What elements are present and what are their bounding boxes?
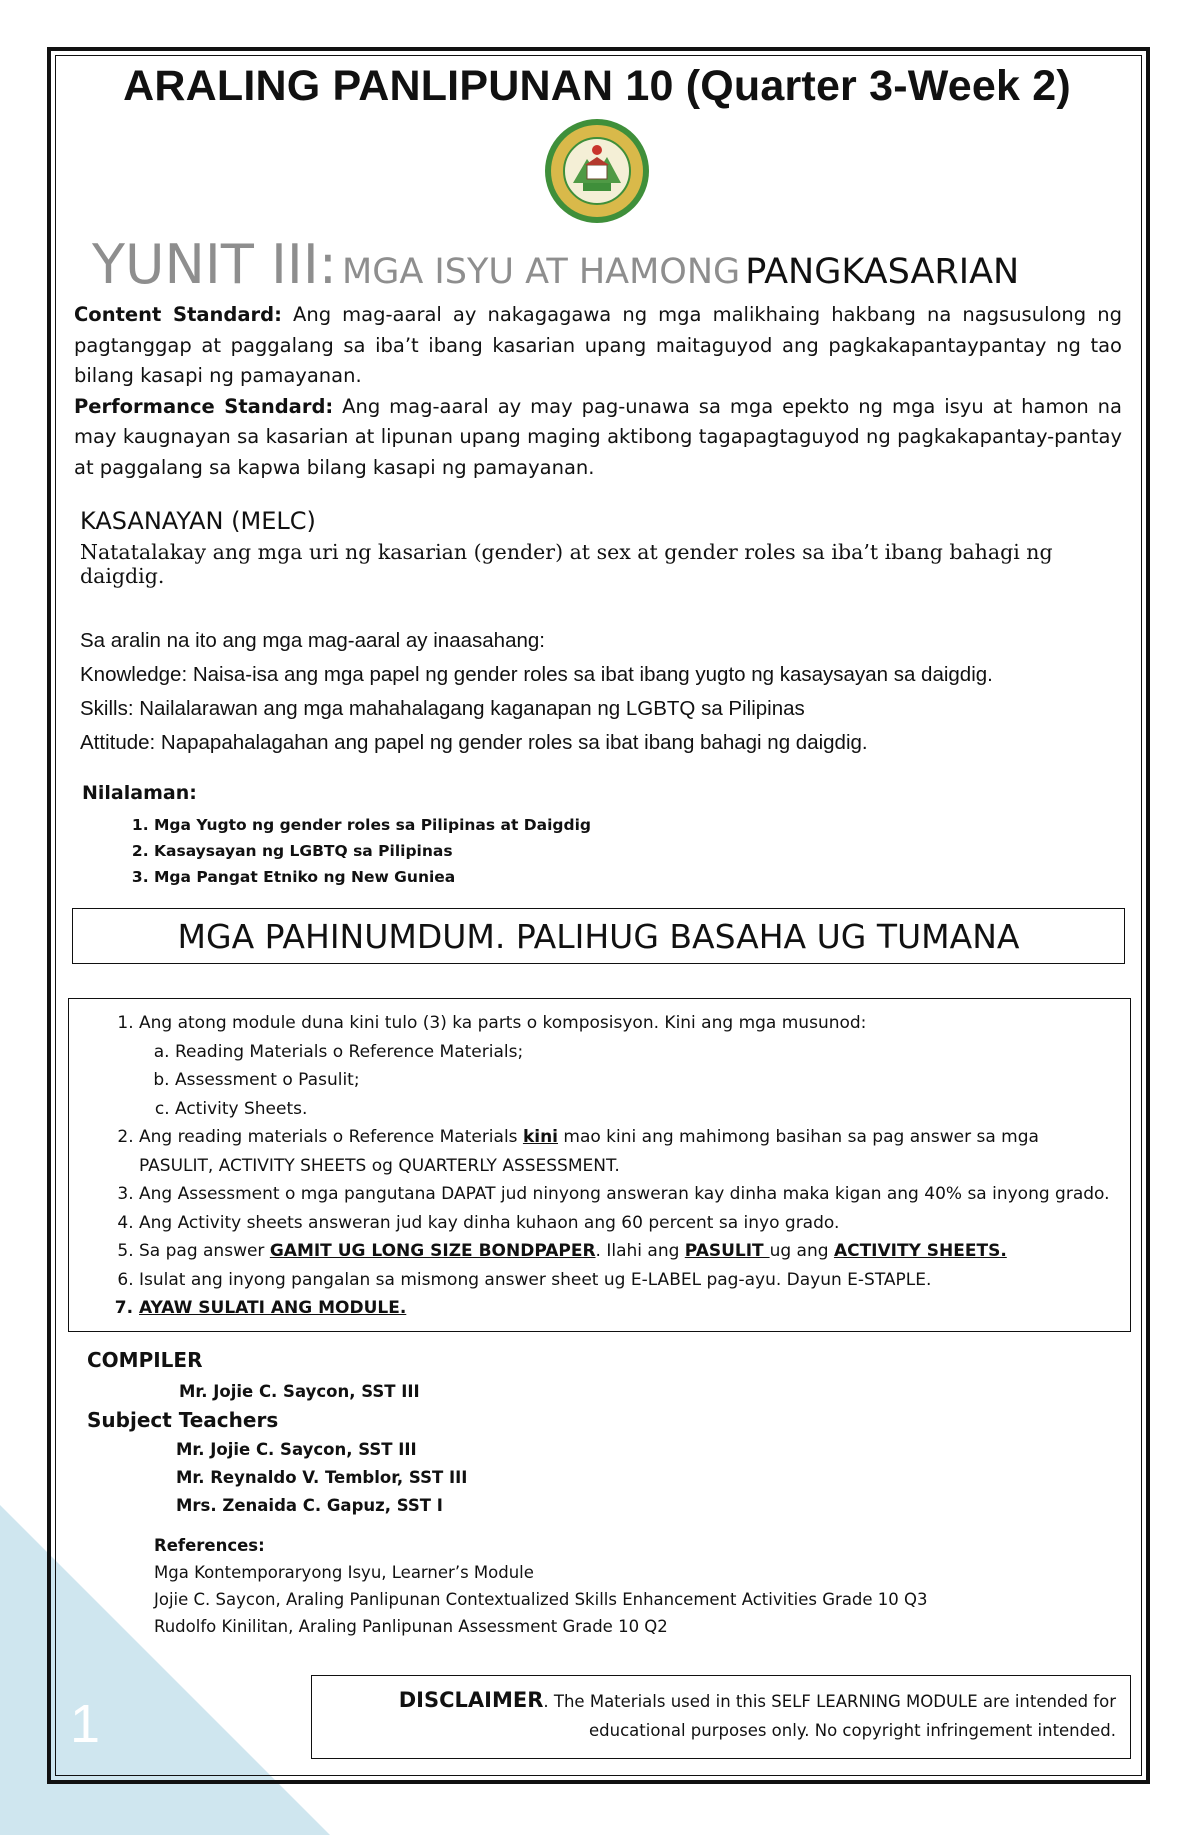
school-seal (72, 117, 1122, 225)
reminders-banner (72, 908, 1125, 964)
reminders-banner-text: MGA PAHINUMDUM. PALIHUG BASAHA UG TUMANA (177, 916, 1020, 956)
objectives (80, 624, 1122, 760)
reminder-text: . Ilahi ang (595, 1241, 685, 1261)
objective-skills: Skills: Nailalarawan ang mga mahahalagang kaganapan ng LGBTQ sa Pilipinas (80, 697, 805, 720)
unit-label: YUNIT III: (92, 233, 337, 296)
objective-knowledge: Knowledge: Naisa-isa ang mga papel ng gender roles sa ibat ibang yugto ng kasaysayan sa daigdig. (80, 663, 993, 686)
list-item (139, 1123, 1110, 1180)
list-item: 3. Ang Assessment o mga pangutana DAPAT jud ninyong answeran kay dinha maka kigan ang 40% sa inyong grado. (139, 1180, 1110, 1209)
list-item (139, 1009, 1110, 1123)
reminder-emphasis: GAMIT UG LONG SIZE BONDPAPER (269, 1241, 596, 1261)
references-heading: References: (154, 1535, 265, 1555)
reminder-emphasis: PASULIT (684, 1241, 770, 1261)
performance-standard-text: Ang mag-aaral ay may pag-unawa sa mga epekto ng mga isyu at hamon na may kaugnayan sa kasarian at lipunan upang maging aktibong tagapagtaguyod ng pagkakapantay-pantay at paggalang sa kapwa bilang kasapi ng pamayanan. (74, 394, 1122, 479)
objective-attitude: Attitude: Napapahalagahan ang papel ng gender roles sa ibat ibang bahagi ng daigdig. (80, 731, 868, 754)
teacher-name: Mrs. Zenaida C. Gapuz, SST I (176, 1495, 443, 1515)
reminder-text: mao kini ang mahimong basihan sa pag answer sa mga PASULIT, ACTIVITY SHEETS og QUARTERLY ASSESSMENT. (139, 1127, 1039, 1176)
page-number: 1 (70, 1694, 101, 1754)
list-item: c. Activity Sheets. (175, 1095, 1110, 1124)
nilalaman-list (72, 812, 1122, 890)
list-item (139, 1237, 1110, 1266)
reminder-text: Sa pag answer (139, 1241, 270, 1261)
reminders-sublist (139, 1038, 1110, 1124)
disclaimer-label: DISCLAIMER (398, 1688, 544, 1712)
nilalaman-heading: Nilalaman: (82, 782, 197, 804)
performance-standard-label: Performance Standard: (74, 394, 334, 418)
list-item: 7. AYAW SULATI ANG MODULE. (139, 1294, 1110, 1323)
list-item: a. Reading Materials o Reference Materials; (175, 1038, 1110, 1067)
reminder-text: ug ang (769, 1241, 834, 1261)
list-item: 2. Kasaysayan ng LGBTQ sa Pilipinas (154, 838, 1122, 864)
teacher-name: Mr. Reynaldo V. Temblor, SST III (176, 1467, 468, 1487)
melc-text: Natatalakay ang mga uri ng kasarian (gender) at sex at gender roles sa iba’t ibang bahagi ng daigdig. (80, 540, 1053, 588)
disclaimer-box (311, 1675, 1131, 1759)
list-item: 6. Isulat ang inyong pangalan sa mismong answer sheet ug E-LABEL pag-ayu. Dayun E-STAPLE. (139, 1266, 1110, 1295)
melc-heading: KASANAYAN (MELC) (80, 507, 316, 535)
unit-title (92, 233, 1122, 296)
disclaimer-text: educational purposes only. No copyright infringement intended. (589, 1721, 1116, 1740)
document-title: ARALING PANLIPUNAN 10 (Quarter 3-Week 2) (123, 62, 1071, 110)
school-seal-icon (543, 117, 651, 225)
list-item: b. Assessment o Pasulit; (175, 1066, 1110, 1095)
unit-title-end: PANGKASARIAN (745, 252, 1020, 292)
list-item: 3. Mga Pangat Etniko ng New Guniea (154, 864, 1122, 890)
teachers-list (176, 1436, 1122, 1520)
reference-item: Mga Kontemporaryong Isyu, Learner’s Module (154, 1562, 534, 1582)
objectives-intro: Sa aralin na ito ang mga mag-aaral ay inaasahang: (80, 629, 545, 652)
compiler-name: Mr. Jojie C. Saycon, SST III (179, 1381, 420, 1401)
teachers-heading: Subject Teachers (87, 1407, 279, 1432)
performance-standard (74, 392, 1122, 484)
reference-item: Rudolfo Kinilitan, Araling Panlipunan Assessment Grade 10 Q2 (154, 1616, 668, 1636)
reminders-box (68, 998, 1131, 1332)
disclaimer-text: . The Materials used in this SELF LEARNING MODULE are intended for (543, 1692, 1116, 1711)
content-standard-text: Ang mag-aaral ay nakagagawa ng mga malikhaing hakbang na nagsusulong ng pagtanggap at paggalang sa iba’t ibang kasarian upang maitaguyod ang pagkakapantaypantay ng tao bilang kasapi ng pamayanan. (74, 303, 1122, 387)
teacher-name: Mr. Jojie C. Saycon, SST III (176, 1439, 417, 1459)
compiler-heading: COMPILER (87, 1347, 203, 1372)
page-content (72, 62, 1122, 1640)
reminder-text: Ang reading materials o Reference Materials (139, 1127, 523, 1147)
reminder-emphasis: kini (522, 1127, 558, 1147)
reminders-list (81, 1009, 1110, 1323)
content-standard (74, 300, 1122, 392)
reminder-emphasis: ACTIVITY SHEETS. (833, 1241, 1007, 1261)
list-item: 4. Ang Activity sheets answeran jud kay dinha kuhaon ang 60 percent sa inyo grado. (139, 1209, 1110, 1238)
content-standard-label: Content Standard: (74, 303, 282, 326)
reminder-text: Ang atong module duna kini tulo (3) ka parts o komposisyon. Kini ang mga musunod: (139, 1013, 867, 1033)
references (154, 1532, 1122, 1640)
reference-item: Jojie C. Saycon, Araling Panlipunan Contextualized Skills Enhancement Activities Grade 10 Q3 (154, 1589, 928, 1609)
list-item: 1. Mga Yugto ng gender roles sa Pilipinas at Daigdig (154, 812, 1122, 838)
unit-title-mid: MGA ISYU AT HAMONG (342, 252, 741, 292)
